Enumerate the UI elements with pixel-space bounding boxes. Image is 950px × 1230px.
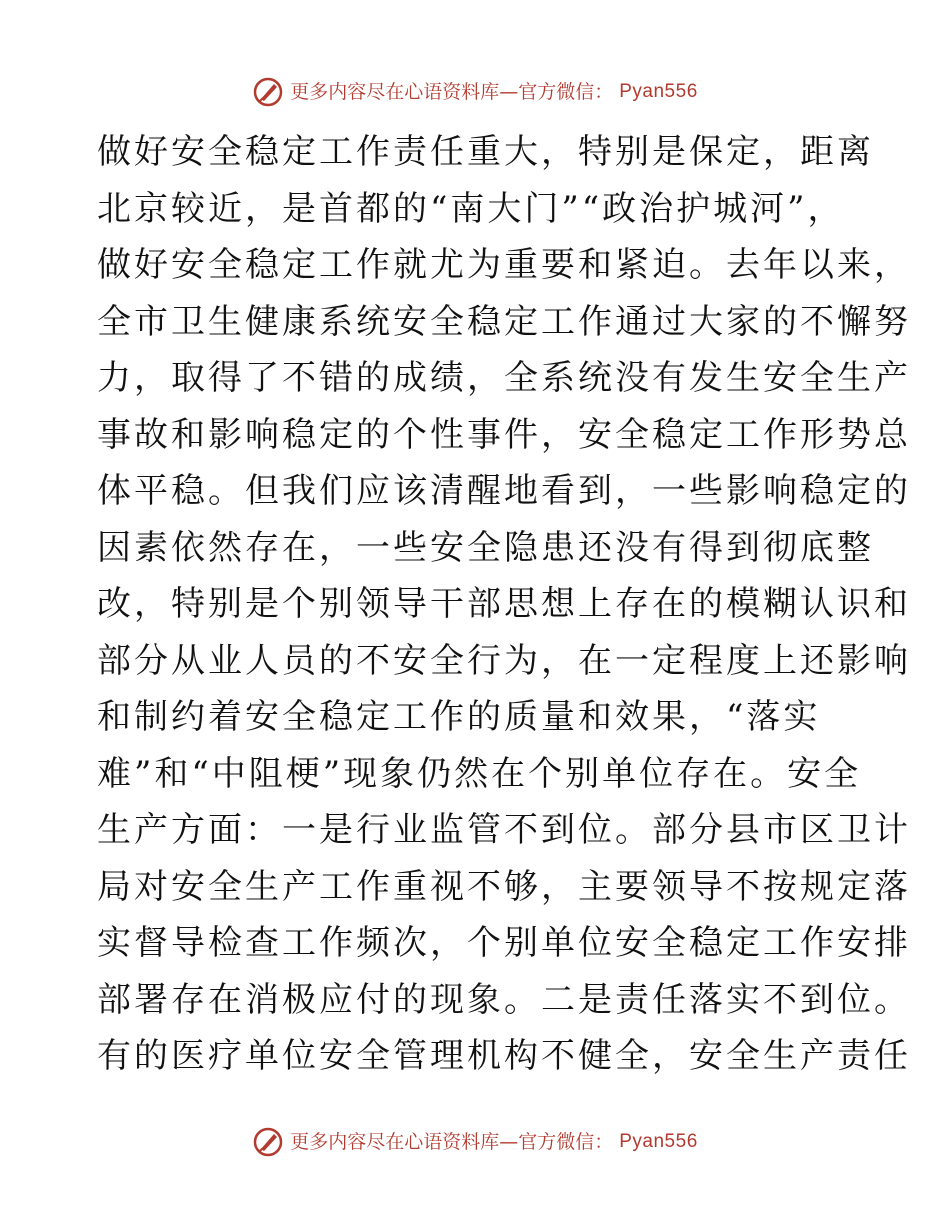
quill-badge-icon	[252, 1126, 284, 1158]
text-line: 和制约着安全稳定工作的质量和效果，“落实	[97, 697, 821, 737]
text-line: 部分从业人员的不安全行为，在一定程度上还影响	[97, 640, 911, 681]
text-line: 事故和影响稳定的个性事件，安全稳定工作形势总	[97, 414, 911, 455]
text-line: 实督导检查工作频次，个别单位安全稳定工作安排	[97, 923, 911, 963]
text-line: 全市卫生健康系统安全稳定工作通过大家的不懈努	[97, 301, 911, 342]
header-watermark	[0, 76, 950, 108]
text-line: 做好安全稳定工作责任重大，特别是保定，距离	[97, 132, 874, 172]
quill-badge-icon	[252, 76, 284, 108]
text-line: 局对安全生产工作重视不够，主要领导不按规定落	[97, 866, 911, 907]
text-line: 北京较近，是首都的“南大门”“政治护城河”，	[97, 188, 845, 229]
text-line: 有的医疗单位安全管理机构不健全，安全生产责任	[97, 1036, 911, 1076]
text-line: 力，取得了不错的成绩，全系统没有发生安全生产	[97, 358, 911, 398]
document-body	[97, 124, 911, 1085]
watermark-wechat-id: Pyan556	[619, 1131, 698, 1152]
text-line: 生产方面：一是行业监管不到位。部分县市区卫计	[97, 810, 911, 850]
watermark-wechat-id: Pyan556	[619, 81, 698, 102]
text-line: 改，特别是个别领导干部思想上存在的模糊认识和	[97, 584, 911, 624]
text-line: 做好安全稳定工作就尤为重要和紧迫。去年以来，	[97, 245, 911, 285]
watermark-text: 更多内容尽在心语资料库—官方微信：	[290, 1131, 614, 1153]
text-line: 难”和“中阻梗”现象仍然在个别单位存在。安全	[97, 753, 862, 794]
text-line: 体平稳。但我们应该清醒地看到，一些影响稳定的	[97, 471, 911, 511]
text-line: 部署存在消极应付的现象。二是责任落实不到位。	[97, 979, 911, 1020]
footer-watermark	[0, 1126, 950, 1158]
watermark-text: 更多内容尽在心语资料库—官方微信：	[290, 81, 614, 103]
text-line: 因素依然存在，一些安全隐患还没有得到彻底整	[97, 527, 874, 568]
